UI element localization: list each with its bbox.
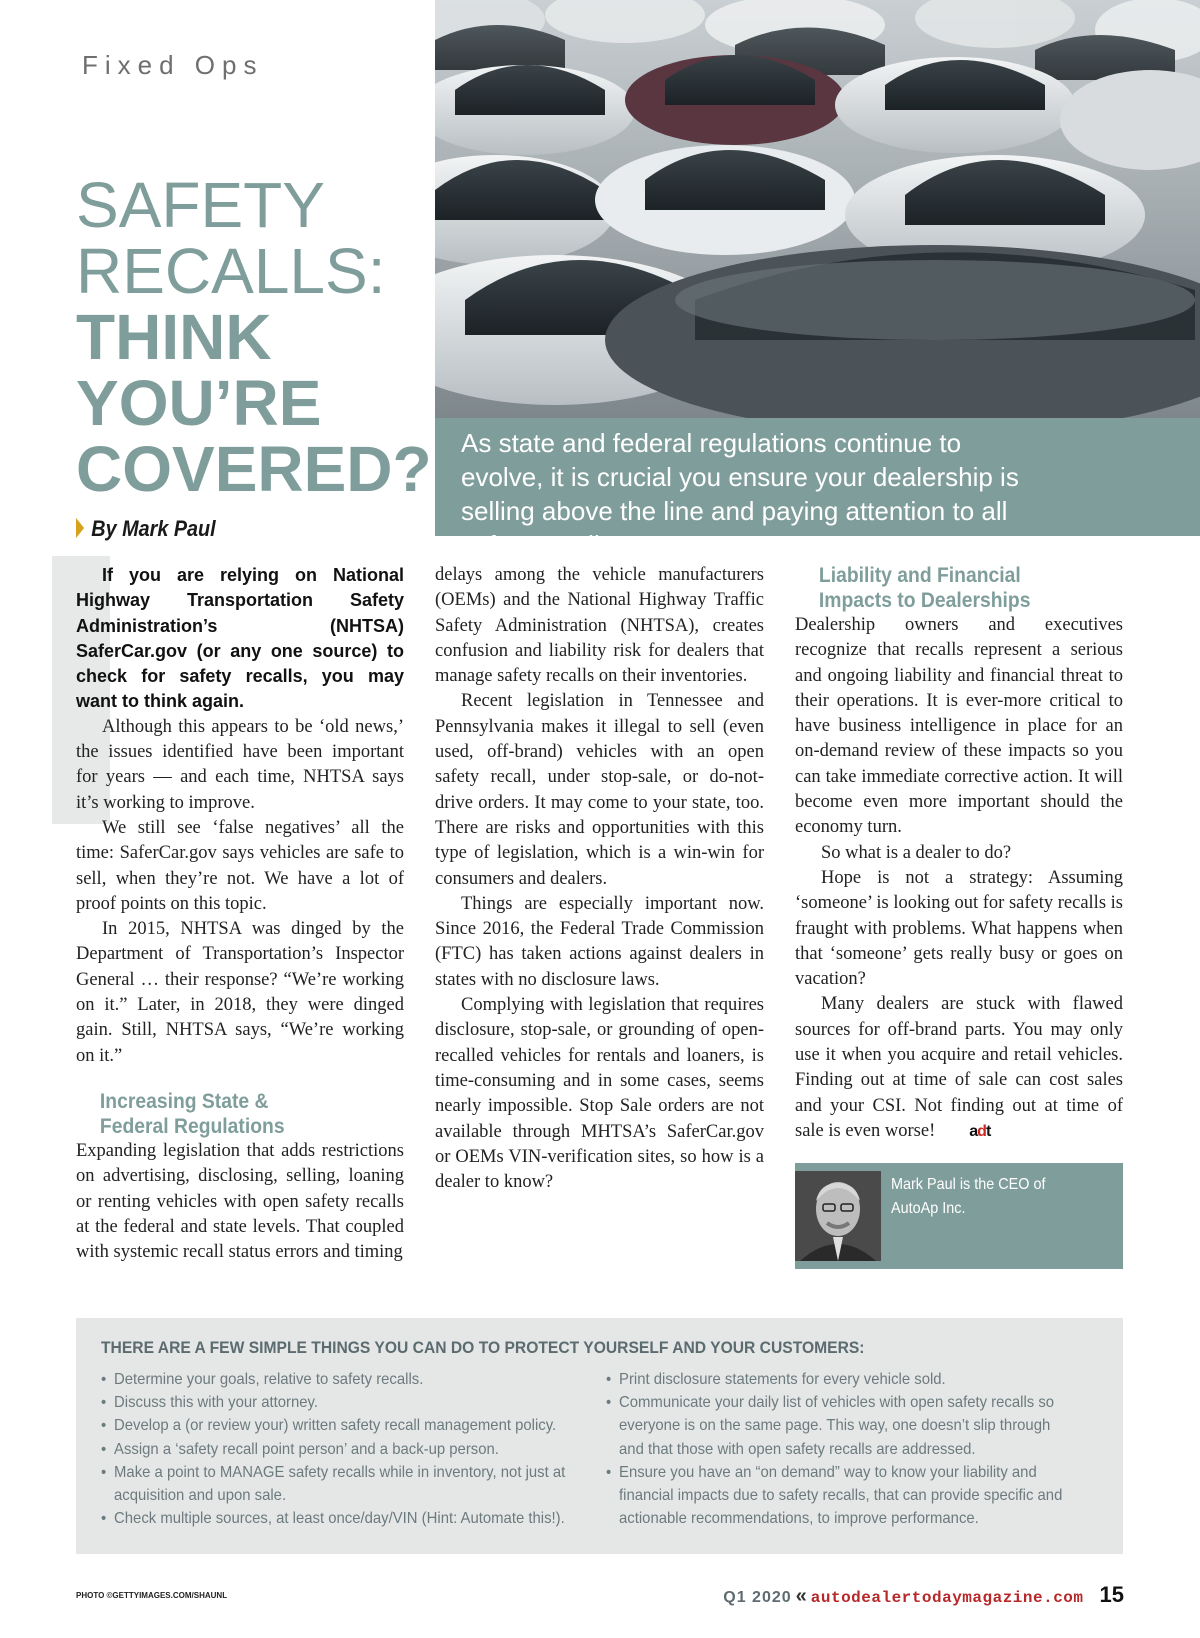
paragraph: So what is a dealer to do? [821, 842, 1012, 863]
paragraph: Expanding legislation that adds restrictions on advertising, disclosing, selling, loaning or renting vehicles with open safety recalls at the federal and state levels. That coupled with systemic recall status errors and timing [76, 1140, 404, 1263]
paragraph: Things are especially important now. Since 2016, the Federal Trade Commission (FTC) has taken actions against dealers in states with no disclosure laws. [435, 893, 764, 990]
author-name: By Mark Paul [91, 516, 216, 541]
subhead-line-2: Federal Regulations [99, 1114, 285, 1138]
website-link[interactable]: autodealertodaymagazine.com [810, 1589, 1084, 1607]
headline-line-4: YOU’RE [76, 367, 322, 439]
parking-lot-photo [435, 0, 1200, 418]
pull-quote: As state and federal regulations continue to evolve, it is crucial you ensure your dealership is selling above the line and paying attention to all safety recalls. [461, 428, 1019, 560]
tips-list-right [606, 1368, 1106, 1530]
article-column-1 [76, 563, 404, 1265]
cars-illustration [435, 0, 1200, 418]
subhead-line-1: Liability and Financial [818, 564, 1021, 587]
list-item: • Make a point to MANAGE safety recalls while in inventory, not just at acquisition and upon sale. [101, 1461, 580, 1507]
subhead-line-1: Increasing State & [99, 1089, 269, 1113]
author-bio-text: Mark Paul is the CEO of AutoAp Inc. [891, 1176, 1046, 1217]
paragraph: delays among the vehicle manufacturers (OEMs) and the National Highway Traffic Safety Administration (NHTSA), creates confusion and liability risk for dealers that manage safety recalls on their inventories. [435, 565, 764, 687]
list-item: • Ensure you have an “on demand” way to know your liability and financial impacts due to safety recalls, that can provide specific and actionable recommendations, to improve performance. [606, 1461, 1071, 1531]
paragraph [795, 992, 1123, 1144]
end-mark-logo: adt [969, 1122, 991, 1140]
paragraph: Complying with legislation that requires disclosure, stop-sale, or grounding of open-recalled vehicles for rentals and loaners, is time-consuming and in some cases, seems nearly impossible. Stop Sale orders are not available through MHTSA’s SaferCar.gov or OEMs VIN-verification sites, so how is a dealer to know? [435, 995, 764, 1193]
paragraph: Hope is not a strategy: Assuming ‘someone’ is looking out for safety recalls is fraught with problems. What happens when that ‘someone’ gets really busy or goes on vacation? [795, 867, 1123, 990]
section-label: Fixed Ops [82, 50, 264, 80]
chevron-right-icon [76, 518, 84, 538]
list-item: • Develop a (or review your) written safety recall management policy. [101, 1414, 580, 1437]
double-chevron-left-icon: « [795, 1585, 807, 1607]
paragraph: We still see ‘false negatives’ all the time: SaferCar.gov says vehicles are safe to sell, when they’re not. We have a lot of proof points on this topic. [76, 817, 404, 914]
paragraph: In 2015, NHTSA was dinged by the Department of Transportation’s Inspector General … their response? “We’re working on it.” Later, in 2018, they were dinged gain. Still, NHTSA says, “We’re working on it.” [76, 919, 404, 1066]
headline-line-1: SAFETY [76, 169, 325, 241]
list-item: • Print disclosure statements for every vehicle sold. [606, 1368, 1071, 1391]
tips-list-left [101, 1368, 616, 1530]
caption-band [435, 418, 1200, 560]
tips-heading: THERE ARE A FEW SIMPLE THINGS YOU CAN DO TO PROTECT YOURSELF AND YOUR CUSTOMERS: [101, 1338, 865, 1357]
list-item: • Determine your goals, relative to safety recalls. [101, 1368, 580, 1391]
list-item: • Assign a ‘safety recall point person’ and a back-up person. [101, 1438, 580, 1461]
issue-label: Q1 2020 [723, 1589, 792, 1606]
page-footer [723, 1582, 1124, 1608]
headline-line-3: THINK [76, 301, 272, 373]
closing-paragraph-text: Many dealers are stuck with flawed sources for off-brand parts. You may only use it when you acquire and retail vehicles. Finding out at time of sale can cost sales and your CSI. Not finding out at time of sale is even worse! [795, 994, 1123, 1141]
page-number: 15 [1099, 1582, 1124, 1607]
portrait-illustration [795, 1171, 881, 1261]
paragraph: Although this appears to be ‘old news,’ the issues identified have been important for years — and each time, NHTSA says it’s working to improve. [76, 716, 404, 813]
author-portrait [795, 1171, 881, 1261]
article-column-3 [795, 563, 1123, 1144]
article-headline [76, 169, 436, 505]
lead-paragraph: If you are relying on National Highway Transportation Safety Administration’s (NHTSA) SaferCar.gov (or any one source) to check for safety recalls, you may want to think again. [76, 565, 404, 712]
list-item: • Communicate your daily list of vehicles with open safety recalls so everyone is on the same page. This way, one doesn’t slip through and that those with open safety recalls are addressed. [606, 1391, 1071, 1461]
paragraph: Recent legislation in Tennessee and Pennsylvania makes it illegal to sell (even used, off-brand) vehicles with an open safety recall, under stop-sale, or do-not-drive orders. It may come to your state, too. There are risks and opportunities with this type of legislation, which is a win-win for consumers and dealers. [435, 691, 764, 889]
headline-line-5: COVERED? [76, 433, 432, 505]
byline [76, 516, 216, 542]
article-column-2 [435, 563, 764, 1195]
list-item: • Discuss this with your attorney. [101, 1391, 580, 1414]
paragraph: Dealership owners and executives recognize that recalls represent a serious and ongoing liability and financial threat to their operations. It is ever-more critical to have business intelligence in place for an on-demand review of these impacts so you can take immediate corrective action. It will become even more important should the economy turn. [795, 615, 1123, 838]
headline-line-2: RECALLS: [76, 235, 386, 307]
photo-credit: PHOTO ©GETTYIMAGES.COM/SHAUNL [76, 1591, 228, 1600]
tips-box [76, 1318, 1123, 1554]
list-item: • Check multiple sources, at least once/day/VIN (Hint: Automate this!). [101, 1507, 580, 1530]
author-bio-box [795, 1163, 1123, 1269]
subhead-line-2: Impacts to Dealerships [818, 589, 1031, 612]
